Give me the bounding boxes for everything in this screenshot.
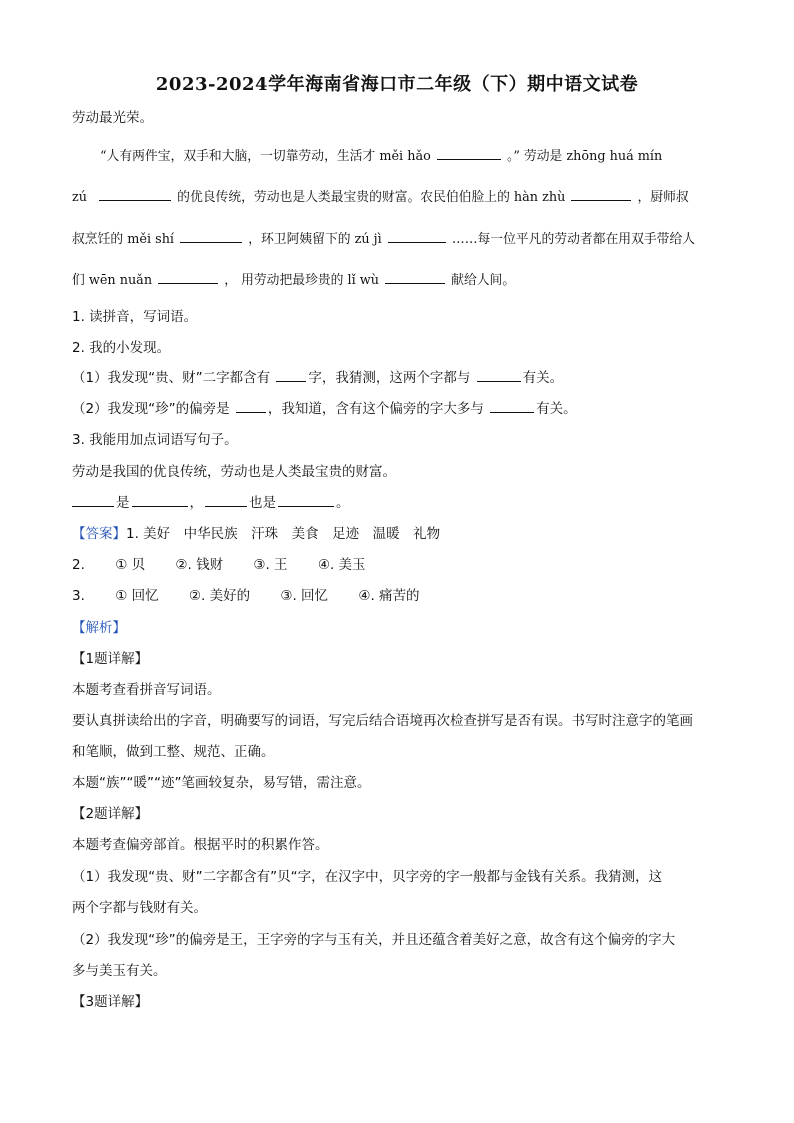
answer-item: ① 回忆 <box>115 588 159 604</box>
answer-number: 3. <box>72 588 85 604</box>
answer-label: 【答案】 <box>72 526 126 542</box>
question-text: 也是 <box>249 495 276 511</box>
answer-blank[interactable] <box>571 187 631 201</box>
answer-blank[interactable] <box>385 270 445 284</box>
passage-text: 们 wēn nuǎn <box>72 273 153 288</box>
answer-blank[interactable] <box>72 493 114 507</box>
passage-text: ， 用劳动把最珍贵的 lǐ wù <box>224 273 379 288</box>
passage-line-1 <box>72 146 662 167</box>
question-text: 有关。 <box>522 370 564 386</box>
question-3-fill <box>72 493 350 513</box>
detail-1-label: 【1题详解】 <box>72 651 149 667</box>
question-text: 是 <box>116 495 130 511</box>
detail-1-text: 和笔顺，做到工整、规范、正确。 <box>72 744 275 760</box>
answer-item: ④. 美玉 <box>317 557 366 573</box>
answer-blank[interactable] <box>388 229 446 243</box>
detail-1-text: 本题考查看拼音写词语。 <box>72 682 221 698</box>
question-text: （2）我发现“珍”的偏旁是 <box>72 401 230 417</box>
question-2-1 <box>72 368 563 388</box>
answer-blank[interactable] <box>132 493 188 507</box>
passage-text: “人有两件宝，双手和大脑，一切靠劳动，生活才 měi hǎo <box>100 149 431 164</box>
detail-1-text: 本题“族”“暖”“迹”笔画较复杂，易写错，需注意。 <box>72 775 371 791</box>
detail-2-text: 两个字都与钱财有关。 <box>72 900 207 916</box>
question-2: 2. 我的小发现。 <box>72 340 171 356</box>
question-text: 字，我猜测，这两个字都与 <box>308 370 471 386</box>
answer-blank[interactable] <box>276 368 306 382</box>
answer-blank[interactable] <box>180 229 242 243</box>
answer-item: ②. 钱财 <box>175 557 224 573</box>
detail-1-text: 要认真拼读给出的字音，明确要写的词语，写完后结合语境再次检查拼写是否有误。书写时注意字的笔画 <box>72 713 693 729</box>
question-text: 。 <box>336 495 350 511</box>
passage-text: zú <box>72 190 87 205</box>
answer-line-1 <box>72 524 440 544</box>
question-text: ， <box>189 495 203 511</box>
answer-item: ③. 回忆 <box>280 588 329 604</box>
detail-2-label: 【2题详解】 <box>72 806 149 822</box>
answer-item: ④. 痛苦的 <box>358 588 420 604</box>
answer-item: ②. 美好的 <box>188 588 251 604</box>
passage-text: 献给人间。 <box>451 273 516 288</box>
passage-text: ，厨师叔 <box>637 190 689 205</box>
detail-2-text: （2）我发现“珍”的偏旁是王，王字旁的字与玉有关，并且还蕴含着美好之意，故含有这个偏旁的字大 <box>72 932 676 948</box>
answer-line-2 <box>72 555 366 575</box>
question-1: 1. 读拼音，写词语。 <box>72 309 198 325</box>
question-text: ，我知道，含有这个偏旁的字大多与 <box>267 401 484 417</box>
answer-number: 2. <box>72 557 85 573</box>
answer-blank[interactable] <box>205 493 247 507</box>
detail-2-text: 多与美玉有关。 <box>72 963 167 979</box>
passage-text: ……每一位平凡的劳动者都在用双手带给人 <box>451 232 696 247</box>
question-3: 3. 我能用加点词语写句子。 <box>72 432 238 448</box>
answer-line-3 <box>72 586 420 606</box>
detail-2-text: 本题考查偏旁部首。根据平时的积累作答。 <box>72 837 329 853</box>
question-3-sentence: 劳动是我国的优良传统，劳动也是人类最宝贵的财富。 <box>72 464 396 480</box>
passage-text: ，环卫阿姨留下的 zú jì <box>248 232 382 247</box>
passage-line-3 <box>72 229 695 250</box>
answer-blank[interactable] <box>477 368 521 382</box>
question-text: （1）我发现“贵、财”二字都含有 <box>72 370 271 386</box>
passage-text: 叔烹饪的 měi shí <box>72 232 175 247</box>
analysis-label: 【解析】 <box>72 620 126 636</box>
answer-blank[interactable] <box>158 270 218 284</box>
answer-blank[interactable] <box>99 187 171 201</box>
answer-blank[interactable] <box>278 493 334 507</box>
answer-item: ① 贝 <box>115 557 146 573</box>
answer-blank[interactable] <box>437 146 501 160</box>
detail-3-label: 【3题详解】 <box>72 994 149 1010</box>
answer-text: 1. 美好 中华民族 汗珠 美食 足迹 温暖 礼物 <box>126 526 441 542</box>
intro-line: 劳动最光荣。 <box>72 110 153 126</box>
answer-item: ③. 王 <box>253 557 288 573</box>
passage-text: 。” 劳动是 zhōng huá mín <box>506 149 663 164</box>
page-title: 2023-2024学年海南省海口市二年级（下）期中语文试卷 <box>155 74 639 95</box>
answer-blank[interactable] <box>236 399 266 413</box>
passage-line-4 <box>72 270 515 291</box>
question-2-2 <box>72 399 577 419</box>
answer-blank[interactable] <box>490 399 534 413</box>
question-text: 有关。 <box>536 401 577 417</box>
passage-line-2 <box>72 187 689 208</box>
detail-2-text: （1）我发现“贵、财”二字都含有”贝“字，在汉字中，贝字旁的字一般都与金钱有关系。我猜测，这 <box>72 869 663 885</box>
passage-text: 的优良传统，劳动也是人类最宝贵的财富。农民伯伯脸上的 hàn zhù <box>177 190 566 205</box>
